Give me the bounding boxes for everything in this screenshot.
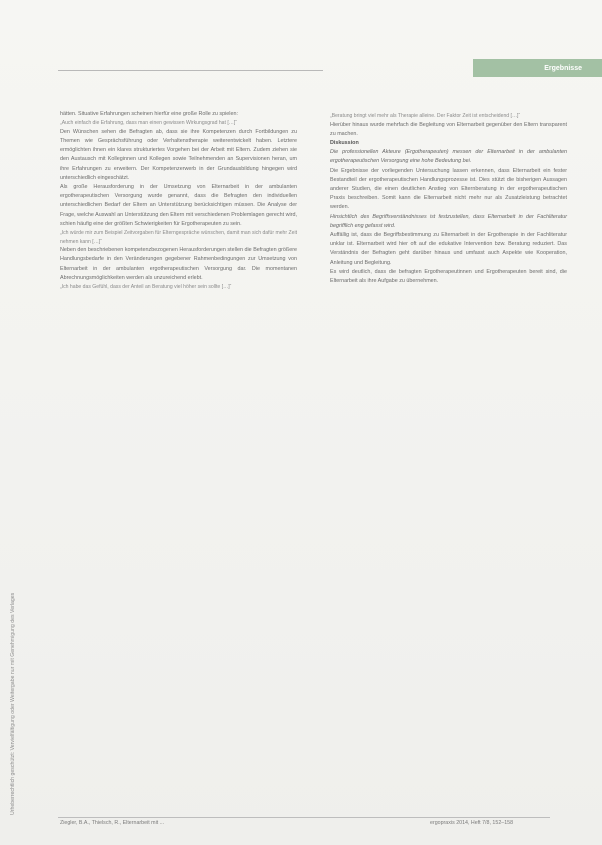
quote: „Ich habe das Gefühl, dass der Anteil an Beratung viel höher sein sollte […]“ — [60, 284, 232, 291]
paragraph: Die Ergebnisse der vorliegenden Untersuchung lassen erkennen, dass Elternarbeit ein fester Bestandteil der ergotherapeutischen Handlungsprozesse ist. Dies stützt die bisherigen Aussagen anderer Studien, die einen deutlichen Anstieg von Elternberatung in der ergotherapeutischen Praxis beschreiben. Somit kann die Elternarbeit nicht mehr nur als Zusatzleistung betrachtet werden. — [330, 167, 567, 211]
paragraph: Es wird deutlich, dass die befragten Ergotherapeutinnen und Ergotherapeuten bereit sind, die Elternarbeit als ihre Aufgabe zu übernehmen. — [330, 268, 567, 285]
footer-citation: Ziegler, B.A., Thielsch, R., Elternarbeit mit ... — [60, 820, 165, 826]
quote: „Ich würde mir zum Beispiel Zeitvorgaben für Elterngespräche wünschen, damit man sich dafür mehr Zeit nehmen kann […]“ — [60, 230, 297, 245]
paragraph: Neben den beschriebenen kompetenzbezogenen Herausforderungen stellen die Befragten größere Handlungsbedarfe in den Veränderungen gegebener Rahmenbedingungen zur Umsetzung von Elternarbeit in der ambulanten ergotherapeutischen Versorgung dar. Die momentanen Abrechnungsmöglichkeiten werden als unzureichend erlebt. — [60, 247, 297, 281]
section-label: Ergebnisse — [544, 64, 582, 72]
italic-lead: Die professionellen Akteure (Ergotherapeuten) messen der Elternarbeit in der ambulanten ergotherapeutischen Versorgung eine hohe Bedeutung bei. — [330, 149, 567, 165]
quote: „Beratung bringt viel mehr als Therapie alleine. Der Faktor Zeit ist entscheidend […]“ — [330, 113, 521, 119]
right-column — [330, 112, 567, 286]
paragraph: Den Wünschen sehen die Befragten ab, dass sie ihre Kompetenzen durch Fortbildungen zu Themen wie Gesprächsführung oder Verhaltenstherapie weiterentwickelt haben. Letztere ermöglichten ihnen ein klares strukturiertes Vorgehen bei der Arbeit mit Eltern. Zudem ziehen sie den Austausch mit Kolleginnen und Kollegen sowie Teilnehmenden an Supervisionen heran, um ihre Erfahrungen zu erweitern. Der Kompetenzerwerb in der Grundausbildung hingegen wird unterschiedlich eingeschätzt. — [60, 128, 297, 181]
copyright-note — [10, 80, 22, 815]
paragraph: Hierüber hinaus wurde mehrfach die Begleitung von Elternarbeit gegenüber den Eltern transparent zu machen. — [330, 121, 567, 137]
footer-rule — [58, 817, 550, 818]
left-column — [60, 110, 297, 292]
paragraph: Auffällig ist, dass die Begriffsbestimmung zu Elternarbeit in der Ergotherapie in der Fachliteratur unklar ist. Elternarbeit wird hier oft auf die edukative Intervention bzw. Beratung reduziert. Das Verständnis der Befragten geht darüber hinaus und umfasst auch Aspekte wie Kooperation, Anleitung und Begleitung. — [330, 232, 567, 266]
section-tab — [473, 59, 602, 77]
paragraph: Als große Herausforderung in der Umsetzung von Elternarbeit in der ambulanten ergotherapeutischen Versorgung wurde genannt, dass die Befragten den individuellen unterschiedlichen Bedarf der Eltern an Unterstützung berücksichtigen müssen. Die Analyse der Frage, welche Auswahl an Unterstützung den Eltern mit verschiedenen Problemlagen gerecht wird, schien häufig eine der größten Schwierigkeiten für Ergotherapeuten zu sein. — [60, 184, 297, 227]
section-heading: Diskussion — [330, 140, 359, 146]
paragraph: hätten. Situative Erfahrungen scheinen hierfür eine große Rolle zu spielen: — [60, 111, 238, 117]
quote: „Auch einfach die Erfahrung, dass man einen gewissen Wirkungsgrad hat […]“ — [60, 120, 237, 127]
italic-lead: Hinsichtlich des Begriffsverständnisses ist festzustellen, dass Elternarbeit in der Fachliteratur begrifflich eng gefasst wird. — [330, 213, 567, 229]
copyright-text: Urheberrechtlich geschützt: Vervielfältigung oder Weitergabe nur mit Genehmigung des Verlages — [10, 592, 16, 815]
header-rule — [58, 70, 323, 71]
footer-journal: ergopraxis 2014, Heft 7/8, 152–158 — [430, 820, 514, 826]
